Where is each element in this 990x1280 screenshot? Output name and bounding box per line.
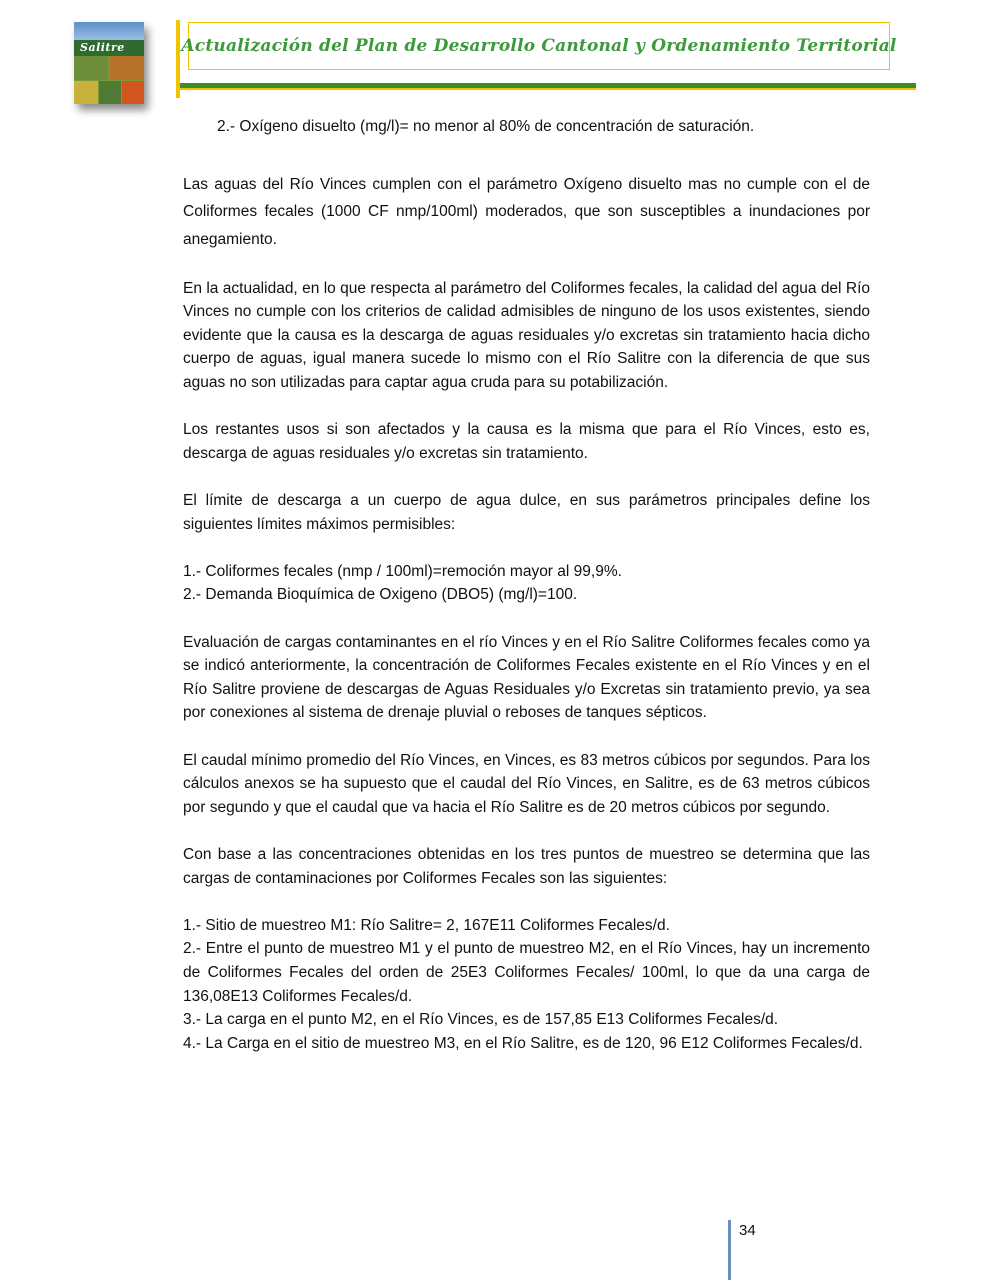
paragraph: Las aguas del Río Vinces cumplen con el parámetro Oxígeno disuelto mas no cumple con el de Coliformes fecales (1000 CF nmp/100ml) moderados, que son susceptibles a inundaciones por anegamiento. (183, 175, 870, 248)
paragraph: Evaluación de cargas contaminantes en el río Vinces y en el Río Salitre Coliformes fecales como ya se indicó anteriormente, la concentración de Coliformes Fecales existente en el Río Vinces y en el Río Salitre proviene de descargas de Aguas Residuales y/o Excretas sin tratamiento previo, ya sea por conexiones al sistema de drenaje pluvial o reboses de tanques sépticos. (183, 633, 870, 722)
paragraph: El caudal mínimo promedio del Río Vinces, en Vinces, es 83 metros cúbicos por segundos. Para los cálculos anexos se ha supuesto que el caudal del Río Vinces, en Salitre, es de 63 metros cúbicos por segundo y que el caudal que va hacia el Río Salitre es de 20 metros cúbicos por segundo. (183, 751, 870, 816)
logo-tile (74, 81, 98, 104)
load-item: 3.- La carga en el punto M2, en el Río Vinces, es de 157,85 E13 Coliformes Fecales/d. (183, 1011, 779, 1029)
header-title: Actualización del Plan de Desarrollo Cantonal y Ordenamiento Territorial (181, 36, 897, 56)
intro-item: 2.- Oxígeno disuelto (mg/l)= no menor al 80% de concentración de saturación. (217, 118, 755, 135)
logo-tile (110, 56, 144, 80)
salitre-logo (74, 22, 144, 104)
limit-item: 2.- Demanda Bioquímica de Oxigeno (DBO5) (mg/l)=100. (183, 586, 578, 604)
limit-item: 1.- Coliformes fecales (nmp / 100ml)=remoción mayor al 99,9%. (183, 562, 622, 580)
paragraph: El límite de descarga a un cuerpo de agua dulce, en sus parámetros principales define los siguientes límites máximos permisibles: (183, 492, 870, 533)
load-item: 1.- Sitio de muestreo M1: Río Salitre= 2, 167E11 Coliformes Fecales/d. (183, 916, 670, 934)
page-number: 34 (739, 1222, 756, 1239)
logo-tile (99, 81, 121, 104)
document-body (183, 115, 870, 1055)
header-yellow-rule (180, 88, 916, 90)
load-item: 2.- Entre el punto de muestreo M1 y el punto de muestreo M2, en el Río Vinces, hay un incremento de Coliformes Fecales del orden de 25E3 Coliformes Fecales/ 100ml, lo que da una carga de 136,08E13 Coliformes Fecales/d. (183, 940, 870, 1005)
paragraph: En la actualidad, en lo que respecta al parámetro del Coliformes fecales, la calidad del agua del Río Vinces no cumple con los criterios de calidad admisibles de ninguno de los usos existentes, siendo evidente que la causa es la descarga de aguas residuales y/o excretas sin tratamiento hacia dicho cuerpo de aguas, igual manera sucede lo mismo con el Río Salitre con la diferencia de que sus aguas no son utilizadas para captar agua cruda para su potabilización. (183, 279, 870, 392)
logo-text: Salitre (80, 41, 125, 54)
paragraph: Los restantes usos si son afectados y la causa es la misma que para el Río Vinces, esto es, descarga de aguas residuales y/o excretas sin tratamiento. (183, 421, 870, 462)
header-box (181, 22, 897, 70)
page-number-rule (728, 1220, 731, 1280)
logo-tile (74, 56, 108, 80)
paragraph: Con base a las concentraciones obtenidas en los tres puntos de muestreo se determina que las cargas de contaminaciones por Coliformes Fecales son las siguientes: (183, 845, 870, 887)
load-item: 4.- La Carga en el sitio de muestreo M3, en el Río Salitre, es de 120, 96 E12 Coliformes Fecales/d. (183, 1034, 863, 1052)
logo-tile (122, 81, 144, 104)
